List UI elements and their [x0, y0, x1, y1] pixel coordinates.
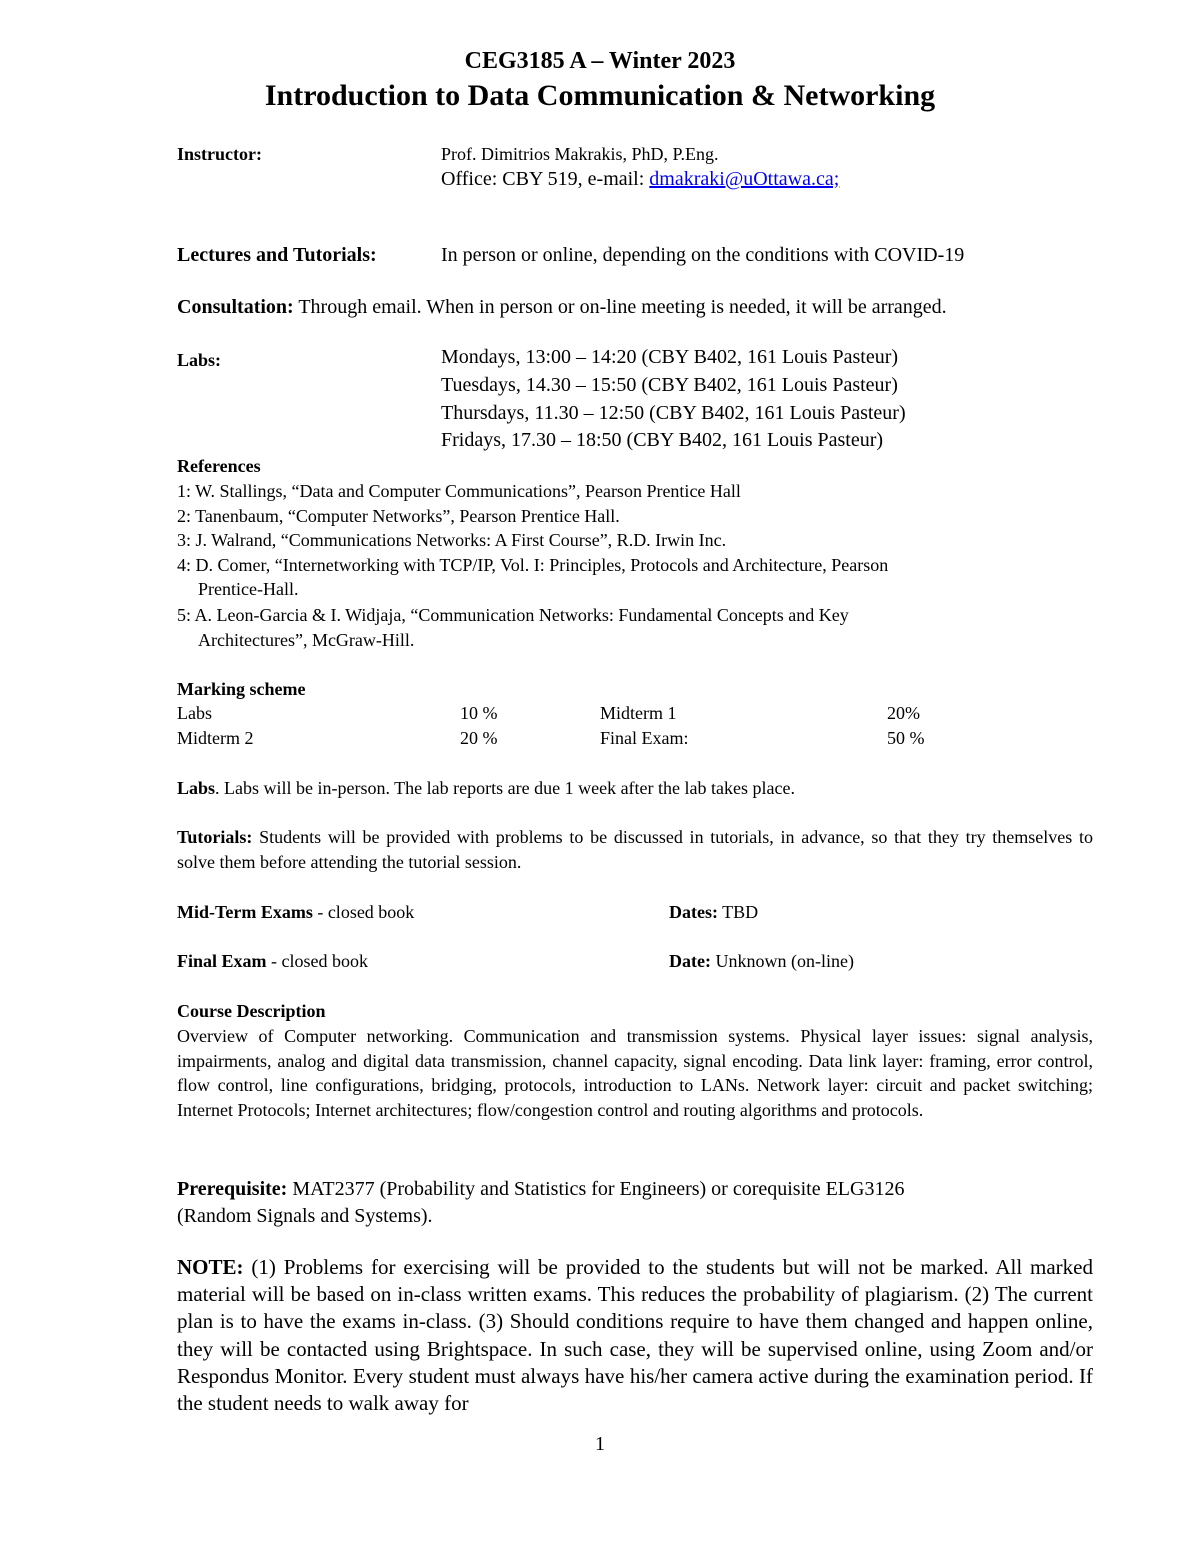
midterm-exams [177, 900, 414, 925]
marking-item: Midterm 1 [600, 703, 677, 723]
references-heading: References [177, 456, 261, 476]
reference-item: 2: Tanenbaum, “Computer Networks”, Pearson Prentice Hall. [177, 506, 620, 526]
marking-percent: 10 % [460, 703, 498, 723]
final-exam-label: Final Exam [177, 951, 267, 971]
marking-percent: 50 % [887, 728, 925, 748]
marking-scheme-heading: Marking scheme [177, 679, 306, 699]
note-label: NOTE: [177, 1255, 244, 1279]
reference-item: 5: A. Leon-Garcia & I. Widjaja, “Communication Networks: Fundamental Concepts and Key [177, 605, 849, 625]
marking-percent: 20 % [460, 728, 498, 748]
reference-item-continuation: Prentice-Hall. [198, 579, 299, 599]
midterm-label: Mid-Term Exams [177, 902, 313, 922]
course-code-heading: CEG3185 A – Winter 2023 [464, 48, 736, 74]
consultation-text: Through email. When in person or on-line meeting is needed, it will be arranged. [293, 296, 947, 318]
course-title: Introduction to Data Communication & Networking [264, 79, 936, 112]
consultation [177, 294, 947, 321]
instructor-label: Instructor: [177, 144, 262, 164]
marking-item: Labs [177, 703, 212, 723]
prerequisite-line-2: (Random Signals and Systems). [177, 1205, 433, 1227]
labs-note-label: Labs [177, 778, 216, 798]
email-link[interactable]: dmakraki@uOttawa.ca; [649, 168, 840, 190]
tutorials-text: Students will be provided with problems to be discussed in tutorials, in advance, so that they try themselves to solve them before attending the tutorial session. [177, 827, 1093, 872]
final-exam-text: - closed book [266, 951, 368, 971]
lab-schedule-2: Tuesdays, 14.30 – 15:50 (CBY B402, 161 Louis Pasteur) [441, 374, 898, 396]
midterm-dates [669, 900, 758, 925]
final-exam-date [669, 949, 854, 974]
reference-item: 4: D. Comer, “Internetworking with TCP/IP, Vol. I: Principles, Protocols and Architecture, Pearson [177, 555, 889, 575]
marking-percent: 20% [887, 703, 920, 723]
lab-schedule-4: Fridays, 17.30 – 18:50 (CBY B402, 161 Louis Pasteur) [441, 429, 884, 451]
lab-schedule-1: Mondays, 13:00 – 14:20 (CBY B402, 161 Louis Pasteur) [441, 346, 899, 368]
midterm-text: - closed book [312, 902, 415, 922]
final-exam-date-label: Date: [669, 951, 711, 971]
prerequisite-text: MAT2377 (Probability and Statistics for Engineers) or corequisite ELG3126 [287, 1178, 905, 1200]
labs-note-text: . Labs will be in-person. The lab reports are due 1 week after the lab takes place. [215, 778, 795, 798]
note-text: (1) Problems for exercising will be provided to the students but will not be marked. All marked material will be based on in-class written exams. This reduces the probability of plagiarism. (2) The current plan is to have the exams in-class. (3) Should conditions require to have them changed and happen online, they will be contacted using Brightspace. In such case, they will be supervised online, using Zoom and/or Respondus Monitor. Every student must always have his/her camera active during the examination period. If the student needs to walk away for [177, 1255, 1093, 1416]
lab-schedule-3: Thursdays, 11.30 – 12:50 (CBY B402, 161 Louis Pasteur) [441, 402, 906, 424]
prerequisite-label: Prerequisite: [177, 1178, 288, 1200]
marking-item: Final Exam: [600, 728, 689, 748]
final-exam [177, 949, 368, 974]
labs-label: Labs: [177, 350, 222, 370]
note-paragraph [177, 1254, 1093, 1417]
course-description-heading: Course Description [177, 1001, 326, 1021]
tutorials-paragraph [177, 825, 1093, 875]
marking-item: Midterm 2 [177, 728, 254, 748]
midterm-dates-label: Dates: [669, 902, 718, 922]
lectures-text: In person or online, depending on the conditions with COVID-19 [441, 244, 965, 266]
reference-item: 1: W. Stallings, “Data and Computer Communications”, Pearson Prentice Hall [177, 481, 741, 501]
lectures-label: Lectures and Tutorials: [177, 244, 377, 266]
page-number: 1 [595, 1433, 605, 1455]
office-prefix: Office: CBY 519, e-mail: [441, 168, 650, 190]
instructor-name: Prof. Dimitrios Makrakis, PhD, P.Eng. [441, 144, 719, 164]
reference-item: 3: J. Walrand, “Communications Networks: A First Course”, R.D. Irwin Inc. [177, 530, 727, 550]
labs-note [177, 776, 795, 801]
prerequisite-line-1 [177, 1176, 904, 1203]
instructor-office [441, 166, 839, 193]
course-description-text: Overview of Computer networking. Communication and transmission systems. Physical layer issues: signal analysis, impairments, analog and digital data transmission, channel capacity, signal encoding. Data link layer: framing, error control, flow control, line configurations, bridging, protocols, introduction to LANs. Network layer: circuit and packet switching; Internet Protocols; Internet architectures; flow/congestion control and routing algorithms and protocols. [177, 1026, 1093, 1120]
final-exam-date-value: Unknown (on-line) [710, 951, 854, 971]
reference-item-continuation: Architectures”, McGraw-Hill. [198, 630, 415, 650]
consultation-label: Consultation: [177, 296, 294, 318]
midterm-dates-value: TBD [717, 902, 759, 922]
tutorials-label: Tutorials: [177, 827, 253, 847]
